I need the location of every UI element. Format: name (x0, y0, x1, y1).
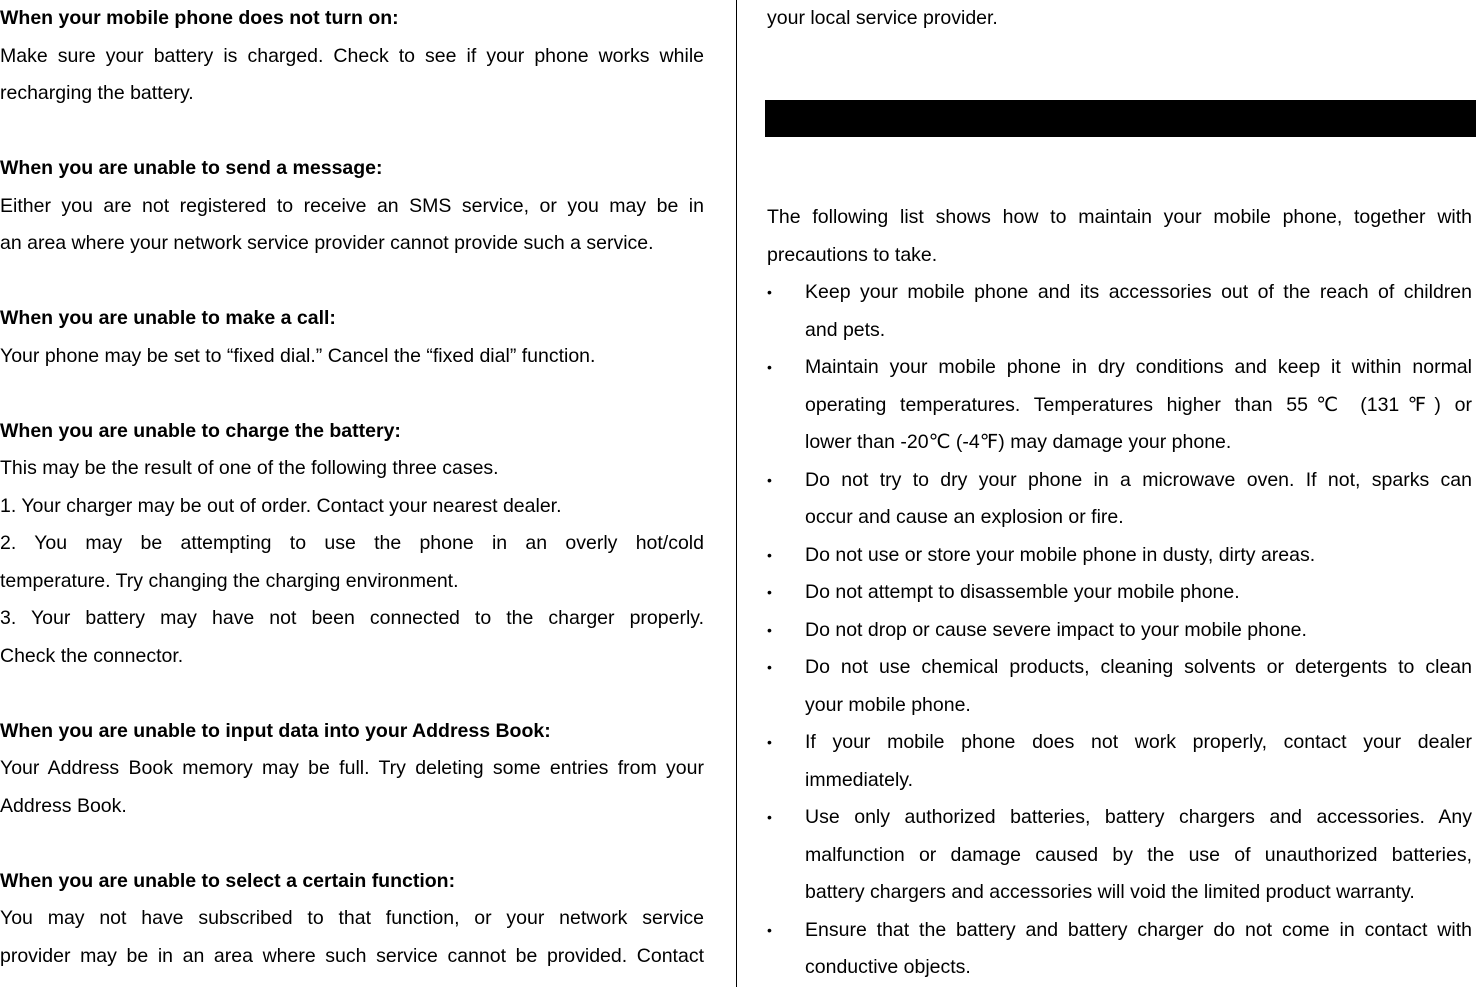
list-item (767, 462, 1472, 537)
body-line: Address Book. (0, 794, 127, 817)
section-spacer (0, 375, 704, 413)
troubleshooting-section (0, 300, 704, 375)
list-item (767, 799, 1472, 912)
list-item-line: your mobile phone. (805, 693, 971, 716)
precautions-list (767, 274, 1472, 987)
bullet-icon: • (767, 621, 772, 638)
body-line: Your phone may be set to “fixed dial.” Cancel the “fixed dial” function. (0, 344, 596, 367)
list-item (767, 349, 1472, 462)
body-line: Your Address Book memory may be full. Try deleting some entries from your (0, 757, 704, 779)
troubleshooting-column (0, 0, 704, 975)
section-spacer (0, 263, 704, 301)
intro-line: The following list shows how to maintain your mobile phone, together with (767, 206, 1472, 228)
list-item (767, 912, 1472, 987)
troubleshooting-section (0, 150, 704, 263)
care-and-maintenance-section (767, 199, 1472, 987)
troubleshooting-section (0, 863, 704, 976)
bullet-icon: • (767, 921, 772, 938)
list-item-line: occur and cause an explosion or fire. (805, 506, 1124, 528)
troubleshooting-section (0, 0, 704, 113)
section-heading: When you are unable to select a certain function: (0, 869, 456, 892)
body-line: You may not have subscribed to that function, or your network service (0, 907, 704, 929)
section-spacer (0, 113, 704, 151)
section-spacer (0, 825, 704, 863)
bullet-icon: • (767, 809, 772, 825)
section-heading: When you are unable to charge the battery: (0, 419, 401, 442)
body-line: 1. Your charger may be out of order. Contact your nearest dealer. (0, 494, 562, 517)
list-item-line: Use only authorized batteries, battery chargers and accessories. Any (805, 806, 1472, 828)
list-item-line: Do not attempt to disassemble your mobile phone. (805, 581, 1240, 603)
bullet-icon: • (767, 546, 772, 563)
body-line: Make sure your battery is charged. Check to see if your phone works while (0, 44, 704, 67)
section-heading: When you are unable to input data into your Address Book: (0, 719, 551, 742)
body-line: an area where your network service provider cannot provide such a service. (0, 232, 654, 254)
list-item-line: battery chargers and accessories will void the limited product warranty. (805, 881, 1415, 903)
list-item (767, 612, 1472, 650)
list-item-line: malfunction or damage caused by the use of unauthorized batteries, (805, 843, 1472, 866)
list-item-line: Do not drop or cause severe impact to your mobile phone. (805, 618, 1307, 641)
section-heading: When you are unable to send a message: (0, 157, 383, 179)
continuation-column (767, 0, 1472, 38)
body-line: 3. Your battery may have not been connected to the charger properly. (0, 607, 704, 629)
list-item (767, 574, 1472, 612)
list-item-line: lower than -20℃ (-4℉) may damage your phone. (805, 431, 1232, 453)
column-divider (736, 0, 737, 987)
list-item (767, 724, 1472, 799)
section-header-bar (765, 100, 1476, 137)
body-line: recharging the battery. (0, 82, 194, 104)
list-item-line: Maintain your mobile phone in dry conditions and keep it within normal (805, 356, 1472, 378)
bullet-icon: • (767, 734, 772, 750)
bullet-icon: • (767, 284, 772, 300)
section-heading: When your mobile phone does not turn on: (0, 7, 399, 29)
list-item-line: If your mobile phone does not work properly, contact your dealer (805, 731, 1472, 753)
bullet-icon: • (767, 471, 772, 488)
intro-line: precautions to take. (767, 243, 938, 266)
list-item-line: and pets. (805, 318, 886, 341)
body-line: Check the connector. (0, 644, 184, 667)
list-item-line: operating temperatures. Temperatures higher than 55℃ (131℉) or (805, 393, 1472, 416)
list-item (767, 537, 1472, 575)
bullet-icon: • (767, 659, 772, 675)
body-line: provider may be in an area where such service cannot be provided. Contact (0, 944, 704, 967)
bullet-icon: • (767, 359, 772, 375)
list-item (767, 649, 1472, 724)
list-item (767, 274, 1472, 349)
body-line: Either you are not registered to receive an SMS service, or you may be in (0, 194, 704, 217)
list-item-line: immediately. (805, 768, 914, 791)
body-line: This may be the result of one of the following three cases. (0, 457, 499, 479)
continuation-line: your local service provider. (767, 7, 998, 29)
bullet-icon: • (767, 584, 772, 600)
list-item-line: Do not use chemical products, cleaning solvents or detergents to clean (805, 656, 1472, 678)
section-heading: When you are unable to make a call: (0, 307, 336, 329)
list-item-line: Do not try to dry your phone in a microwave oven. If not, sparks can (805, 468, 1472, 491)
body-line: temperature. Try changing the charging environment. (0, 569, 459, 592)
list-item-line: Keep your mobile phone and its accessories out of the reach of children (805, 281, 1472, 303)
body-line: 2. You may be attempting to use the phone in an overly hot/cold (0, 532, 704, 554)
list-item-line: Do not use or store your mobile phone in dusty, dirty areas. (805, 543, 1316, 566)
section-spacer (0, 675, 704, 713)
troubleshooting-section (0, 713, 704, 826)
list-item-line: Ensure that the battery and battery charger do not come in contact with (805, 918, 1472, 941)
list-item-line: conductive objects. (805, 956, 971, 978)
troubleshooting-section (0, 413, 704, 676)
